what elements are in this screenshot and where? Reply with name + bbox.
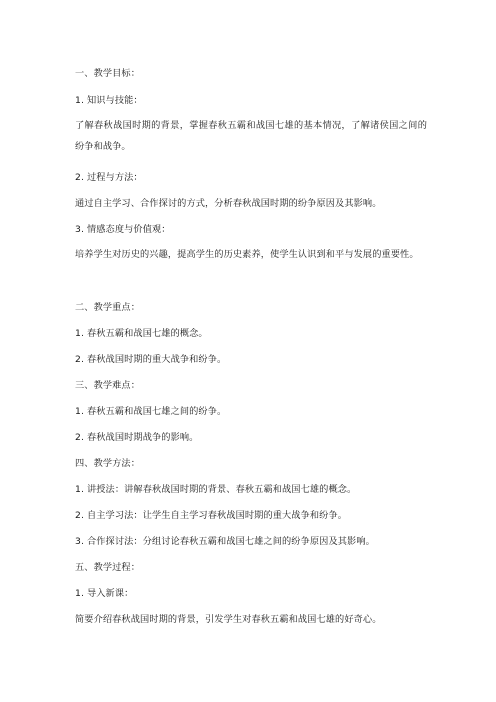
- list-item-difficulty-2: 2. 春秋战国时期战争的影响。: [75, 432, 199, 443]
- subheading-attitudes-values: 3. 情感态度与价值观：: [75, 224, 171, 235]
- list-item-method-1: 1. 讲授法：讲解春秋战国时期的背景、春秋五霸和战国七雄的概念。: [75, 484, 357, 495]
- list-item-difficulty-1: 1. 春秋五霸和战国七雄之间的纷争。: [75, 406, 227, 417]
- list-item-method-3: 3. 合作探讨法：分组讨论春秋五霸和战国七雄之间的纷争原因及其影响。: [75, 536, 375, 547]
- paragraph-knowledge-skills: 了解春秋战国时期的背景，掌握春秋五霸和战国七雄的基本情况，了解诸侯国之间的纷争和战争。: [75, 120, 427, 152]
- list-item-method-2: 2. 自主学习法：让学生自主学习春秋战国时期的重大战争和纷争。: [75, 510, 348, 521]
- list-item-key-point-2: 2. 春秋战国时期的重大战争和纷争。: [75, 354, 227, 365]
- list-item-key-point-1: 1. 春秋五霸和战国七雄的概念。: [75, 328, 208, 339]
- subheading-introduction: 1. 导入新课：: [75, 588, 134, 599]
- section-heading-process: 五、教学过程：: [75, 562, 141, 573]
- paragraph-introduction: 简要介绍春秋战国时期的背景，引发学生对春秋五霸和战国七雄的好奇心。: [75, 614, 382, 625]
- subheading-process-methods: 2. 过程与方法：: [75, 172, 143, 183]
- paragraph-attitudes-values: 培养学生对历史的兴趣，提高学生的历史素养，使学生认识到和平与发展的重要性。: [75, 249, 419, 260]
- section-heading-key-points: 二、教学重点：: [75, 302, 141, 313]
- subheading-knowledge-skills: 1. 知识与技能：: [75, 95, 143, 106]
- section-heading-difficulties: 三、教学难点：: [75, 380, 141, 391]
- section-heading-methods: 四、教学方法：: [75, 458, 141, 469]
- paragraph-process-methods: 通过自主学习、合作探讨的方式，分析春秋战国时期的纷争原因及其影响。: [75, 198, 382, 209]
- section-heading-objectives: 一、教学目标：: [75, 68, 141, 79]
